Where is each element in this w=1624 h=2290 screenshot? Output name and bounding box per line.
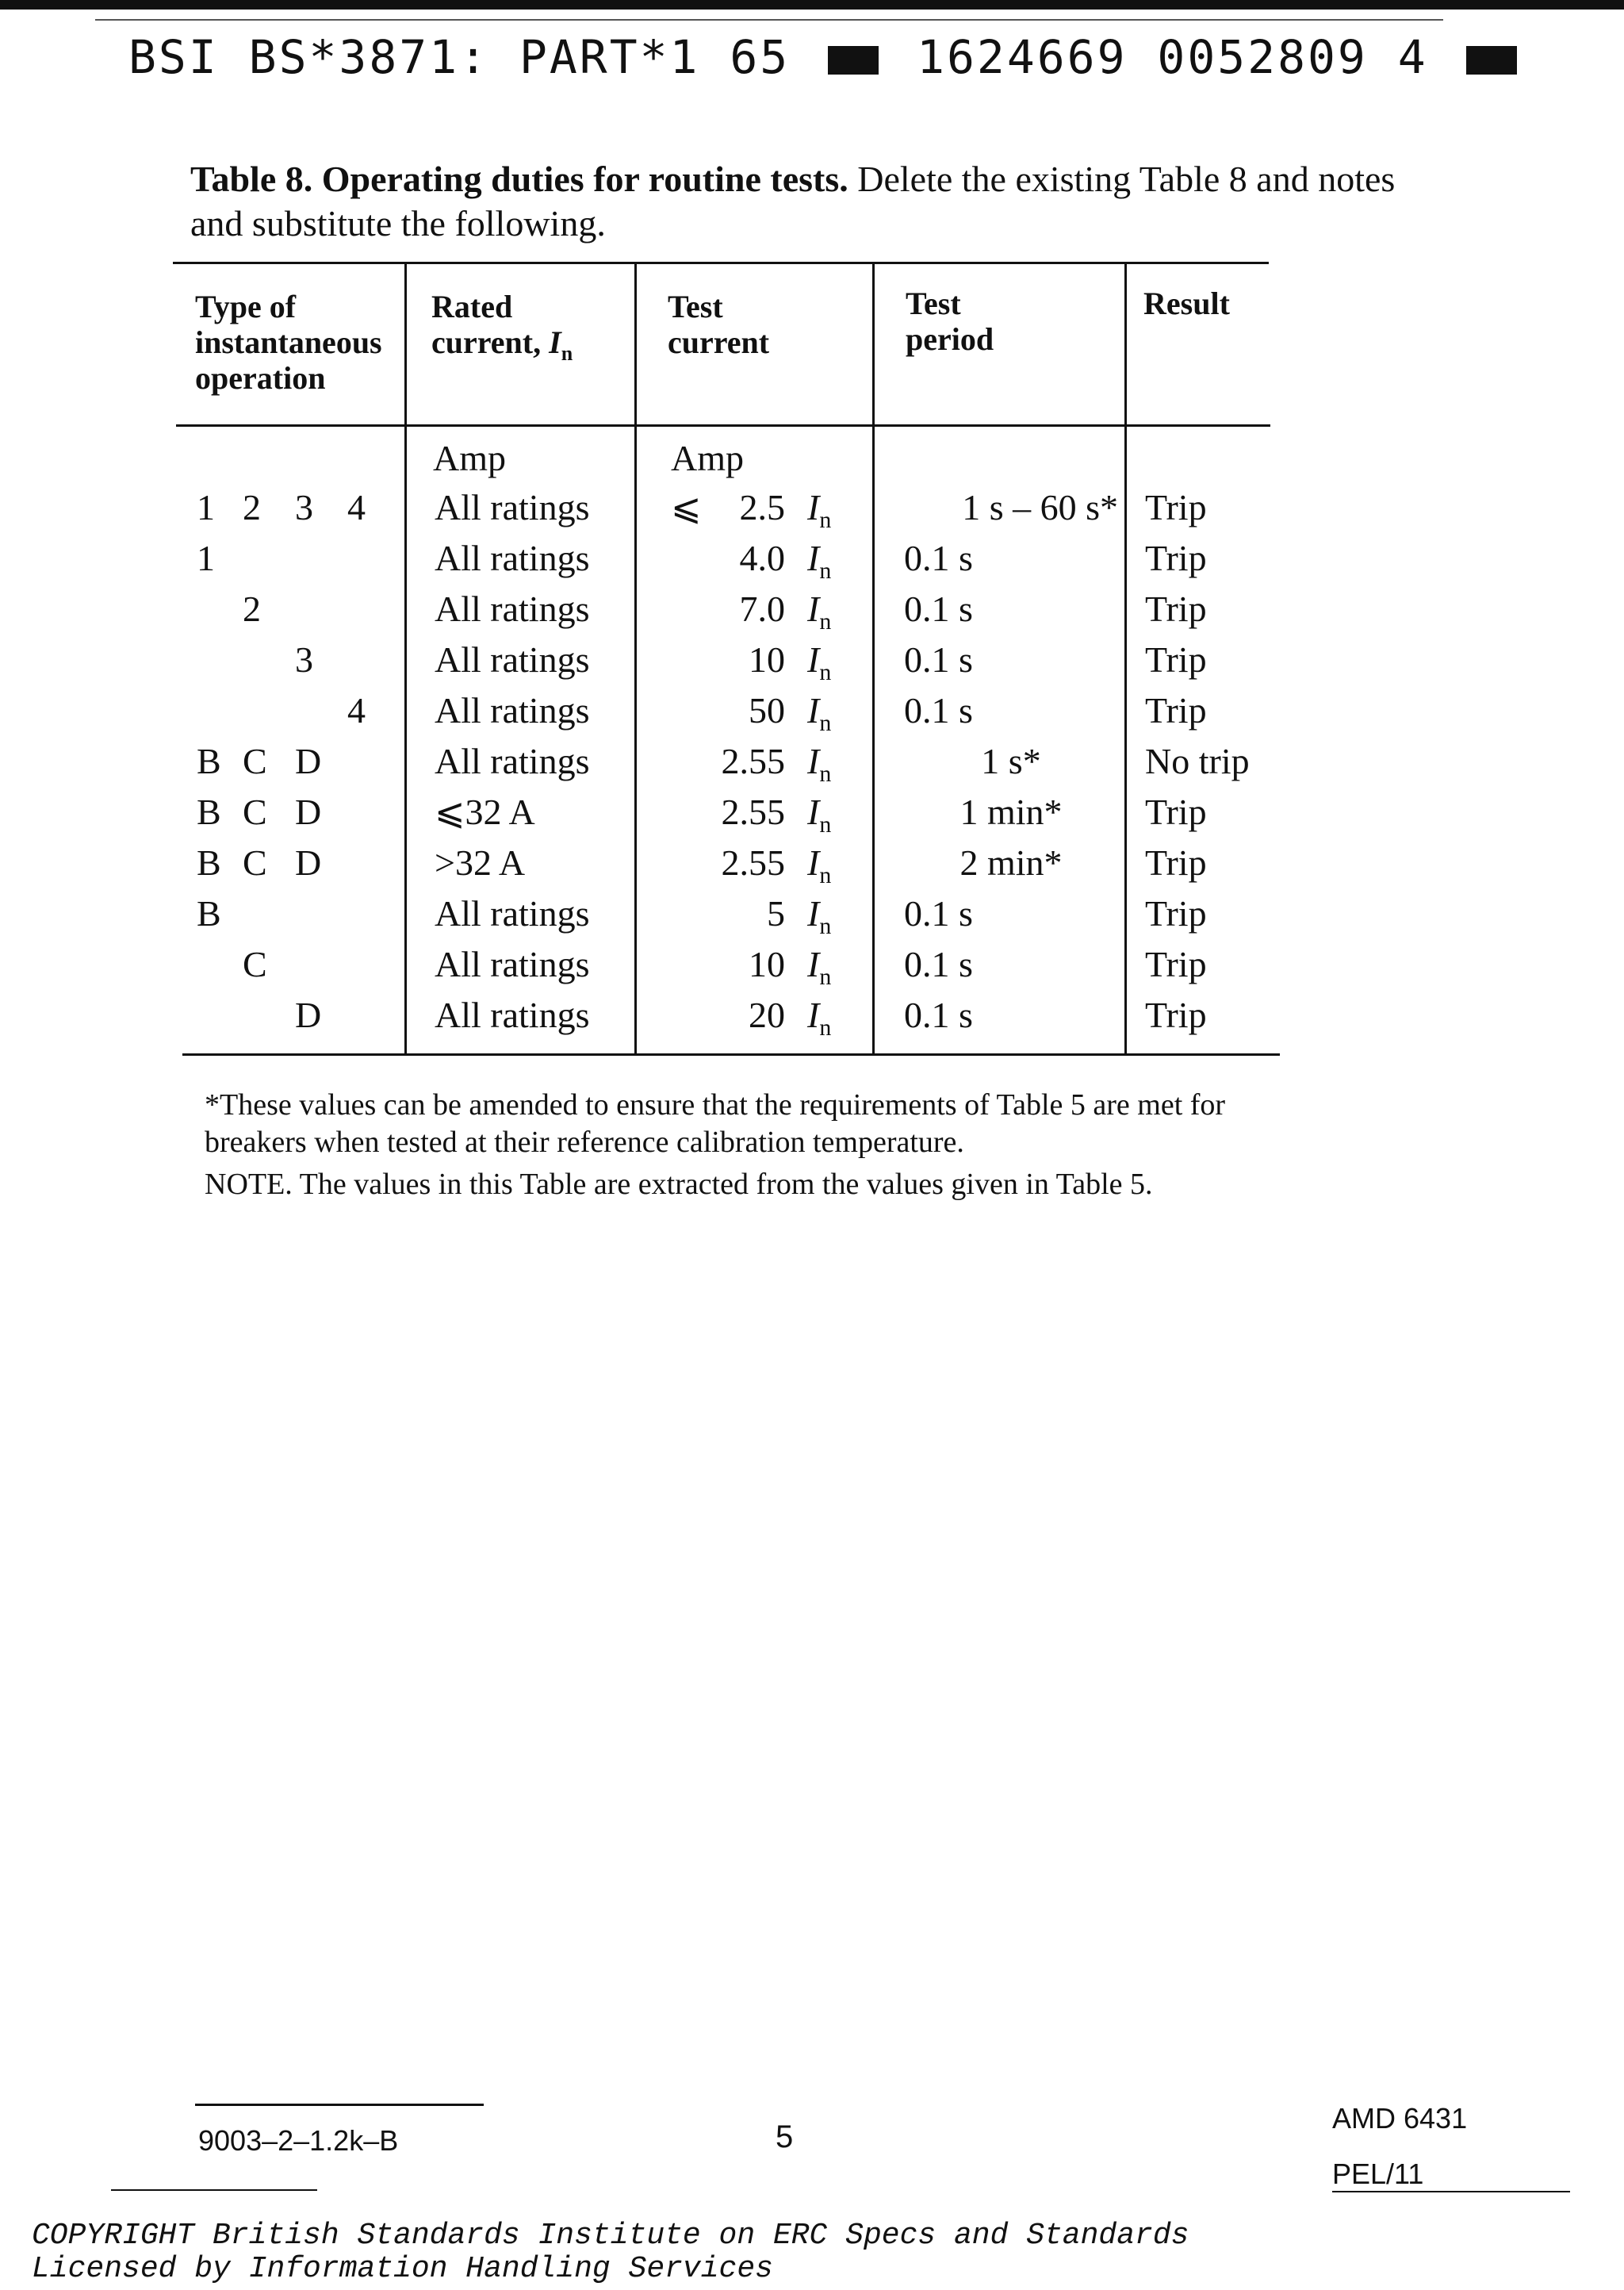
table-note: NOTE. The values in this Table are extracted from the values given in Table 5. (205, 1168, 1153, 1201)
test-period: 1 s* (981, 741, 1041, 781)
rated-current-symbol: $I_n$ (807, 792, 832, 838)
top-border (0, 0, 1624, 10)
rated-current-symbol: $I_n$ (807, 944, 832, 991)
rated-current-symbol: $I_n$ (807, 995, 832, 1041)
header-standard-id: BSI BS*3871: PART*1 65 (128, 30, 791, 84)
column-divider-1 (404, 262, 407, 1055)
header-reference-number: 1624669 0052809 4 (917, 30, 1428, 84)
test-current-multiplier: 4.0 (739, 538, 785, 578)
test-period: 0.1 s (904, 639, 973, 680)
header-result: Result (1143, 286, 1230, 321)
test-period: 0.1 s (904, 944, 973, 984)
rated-current-symbol: $I_n$ (807, 538, 832, 585)
test-current-multiplier: 20 (749, 995, 785, 1035)
header-test-period: Test period (906, 286, 994, 357)
rated-current: ⩽32 A (435, 792, 535, 832)
handwritten-mark (111, 2189, 317, 2191)
rated-current: All ratings (435, 589, 590, 629)
caption-instruction: Delete the existing Table 8 and notes and substitute the following. (190, 159, 1396, 244)
copyright-line-1: COPYRIGHT British Standards Institute on ERC Specs and Standards (32, 2219, 1189, 2253)
test-period: 2 min* (959, 842, 1063, 883)
test-current-multiplier: 10 (749, 944, 785, 984)
operation-type: D (295, 995, 322, 1035)
test-period: 0.1 s (904, 589, 973, 629)
result: Trip (1145, 589, 1207, 629)
result: Trip (1145, 639, 1207, 680)
column-divider-4 (1124, 262, 1127, 1055)
rated-current-symbol: $I_n$ (807, 639, 832, 686)
operation-type: 1 (197, 487, 215, 527)
test-period: 0.1 s (904, 995, 973, 1035)
result: Trip (1145, 842, 1207, 883)
test-current-multiplier: 2.55 (721, 792, 785, 832)
rated-current-symbol: $I_n$ (807, 893, 832, 940)
rated-current: All ratings (435, 690, 590, 731)
rated-current: All ratings (435, 538, 590, 578)
result: Trip (1145, 944, 1207, 984)
result: Trip (1145, 538, 1207, 578)
unit-test: Amp (671, 438, 744, 478)
caption-title: Table 8. Operating duties for routine tests. (190, 159, 848, 199)
test-current-multiplier: 2.55 (721, 741, 785, 781)
amendment-number: AMD 6431 (1332, 2102, 1468, 2135)
operation-type: 4 (347, 487, 366, 527)
operation-type: 3 (295, 487, 313, 527)
operation-type: 1 (197, 538, 215, 578)
rated-current: All ratings (435, 639, 590, 680)
rated-current: >32 A (435, 842, 526, 883)
operation-type: B (197, 792, 221, 832)
barcode-block-1 (828, 46, 879, 75)
test-current-multiplier: 2.5 (739, 487, 785, 527)
operation-type: 3 (295, 639, 313, 680)
operation-type: B (197, 741, 221, 781)
copyright-line-2: Licensed by Information Handling Services (32, 2252, 773, 2286)
operation-type: B (197, 842, 221, 883)
rated-current-symbol: $I_n$ (807, 690, 832, 737)
operation-type: C (243, 792, 267, 832)
operation-type: C (243, 741, 267, 781)
header-rated-current: Rated current, $I_n$ (431, 289, 573, 365)
test-current-prefix: ⩽ (671, 487, 702, 527)
operation-type: C (243, 842, 267, 883)
column-divider-3 (872, 262, 875, 1055)
test-current-multiplier: 10 (749, 639, 785, 680)
rated-current: All ratings (435, 741, 590, 781)
test-period: 0.1 s (904, 690, 973, 731)
column-divider-2 (634, 262, 637, 1055)
rated-current-symbol: $I_n$ (807, 487, 832, 534)
test-period: 1 min* (959, 792, 1063, 832)
result: No trip (1145, 741, 1250, 781)
operation-type: B (197, 893, 221, 934)
result: Trip (1145, 690, 1207, 731)
rated-current-symbol: $I_n$ (807, 842, 832, 889)
test-period: 0.1 s (904, 538, 973, 578)
test-current-multiplier: 2.55 (721, 842, 785, 883)
top-border-thin (95, 19, 1443, 21)
footer-code: 9003–2–1.2k–B (198, 2124, 399, 2157)
operation-type: D (295, 842, 322, 883)
page-number: 5 (776, 2119, 794, 2154)
table-header-rule (176, 424, 1270, 427)
table-bottom-rule (182, 1053, 1280, 1056)
test-period: 1 s – 60 s* (962, 487, 1118, 527)
operation-type: 4 (347, 690, 366, 731)
unit-rated: Amp (433, 438, 506, 478)
header-type-of-operation: Type of instantaneous operation (195, 289, 382, 396)
footnote: *These values can be amended to ensure that the requirements of Table 5 are met for breakers when tested at their reference calibration temperature. (205, 1088, 1226, 1159)
result: Trip (1145, 995, 1207, 1035)
rated-current: All ratings (435, 995, 590, 1035)
pel-underline (1332, 2191, 1570, 2192)
result: Trip (1145, 893, 1207, 934)
rated-current-symbol: $I_n$ (807, 589, 832, 635)
document-header (128, 30, 1525, 84)
header-test-current: Test current (668, 289, 770, 360)
result: Trip (1145, 792, 1207, 832)
operation-type: D (295, 792, 322, 832)
rated-current: All ratings (435, 893, 590, 934)
table-top-rule (173, 262, 1269, 264)
rated-current: All ratings (435, 487, 590, 527)
operation-type: D (295, 741, 322, 781)
pel-reference: PEL/11 (1332, 2158, 1424, 2190)
result: Trip (1145, 487, 1207, 527)
rated-current-symbol: $I_n$ (807, 741, 832, 788)
rated-current: All ratings (435, 944, 590, 984)
test-current-multiplier: 50 (749, 690, 785, 731)
table-caption (190, 157, 1427, 246)
barcode-block-2 (1466, 46, 1517, 75)
operation-type: 2 (243, 487, 261, 527)
operation-type: C (243, 944, 267, 984)
test-period: 0.1 s (904, 893, 973, 934)
footer-rule (195, 2104, 484, 2106)
test-current-multiplier: 7.0 (739, 589, 785, 629)
operation-type: 2 (243, 589, 261, 629)
test-current-multiplier: 5 (767, 893, 785, 934)
